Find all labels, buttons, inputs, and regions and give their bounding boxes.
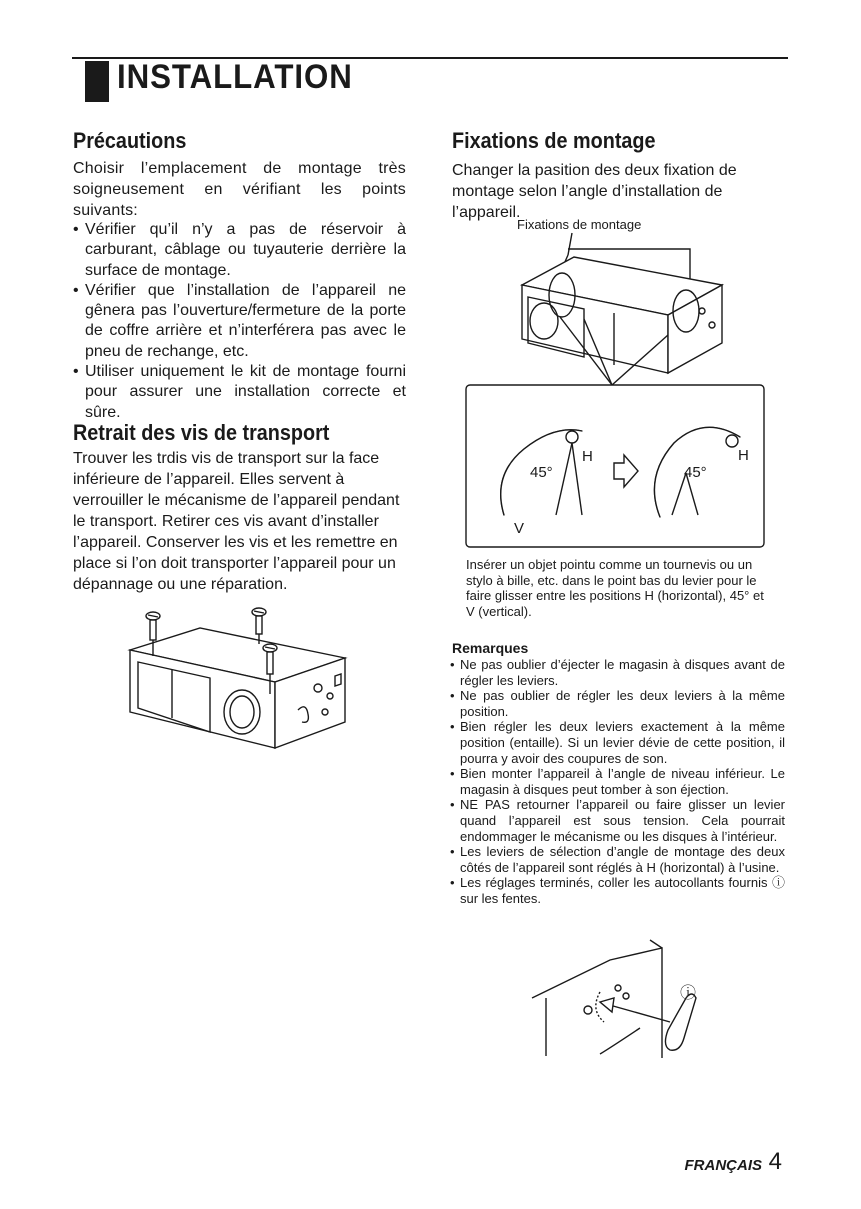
precautions-list xyxy=(73,220,406,423)
precautions-heading: Précautions xyxy=(73,128,187,153)
figure-label: Fixations de montage xyxy=(517,217,642,232)
list-item: • Ne pas oublier de régler les deux leviers à la même position. xyxy=(450,688,785,719)
label-45-left: 45° xyxy=(530,464,553,481)
mounting-brackets-diagram xyxy=(464,215,769,550)
sticker-label: ⓘ xyxy=(680,985,697,1002)
label-v-left: V xyxy=(514,520,525,537)
precautions-intro: Choisir l’emplacement de montage très soigneusement en vérifiant les points suivants: xyxy=(73,160,406,219)
list-item: • NE PAS retourner l’appareil ou faire glisser un levier quand l’appareil est sous tension. Cela pourrait endommager le mécanisme ou les disques à l’intérieur. xyxy=(450,797,785,844)
list-item: • Les leviers de sélection d’angle de montage des deux côtés de l’appareil sont réglés à H (horizontal) à l’usine. xyxy=(450,844,785,875)
header-block-marker xyxy=(85,61,109,102)
label-h-left: H xyxy=(582,448,593,465)
footer-language: FRANÇAIS xyxy=(684,1157,762,1174)
list-item: • Ne pas oublier d’éjecter le magasin à disques avant de régler les leviers. xyxy=(450,657,785,688)
page-number: 4 xyxy=(768,1148,782,1175)
remarques-heading: Remarques xyxy=(452,640,529,656)
arrow-right-icon xyxy=(614,455,638,487)
list-item: • Utiliser uniquement le kit de montage fourni pour assurer une installation correcte et sûre. xyxy=(73,362,406,423)
list-item: • Vérifier que l’installation de l’appareil ne gênera pas l’ouverture/fermeture de la porte de coffre arrière et n’interférera pas avec le pneu de rechange, etc. xyxy=(73,281,406,362)
page-title: INSTALLATION xyxy=(117,58,353,96)
list-item: • Bien régler les deux leviers exactement à la même position (entaille). Si un levier dévie de cette position, il pourra y avoir des coupures de son. xyxy=(450,719,785,766)
list-item: • Bien monter l’appareil à l’angle de niveau inférieur. Le magasin à disques peut tomber à son éjection. xyxy=(450,766,785,797)
label-h-right: H xyxy=(738,447,749,464)
list-item: • Les réglages terminés, coller les autocollants fournis ⓘ sur les fentes. xyxy=(450,875,785,906)
retrait-heading: Retrait des vis de transport xyxy=(73,420,330,445)
fixations-heading: Fixations de montage xyxy=(452,128,656,153)
device-transport-screws-illustration xyxy=(120,600,360,760)
sticker-application-illustration xyxy=(530,940,720,1060)
retrait-text: Trouver les trdis vis de transport sur la face inférieure de l’appareil. Elles servent à verrouiller le mécanisme de l’appareil pendant le transport. Retirer ces vis avant d’installer l’appareil. Conserver les vis et les remettre en place si l’on doit transporter l’appareil pour un dépannage ou une réparation. xyxy=(73,450,400,593)
label-45-right: 45° xyxy=(684,464,707,481)
fixations-intro: Changer la pasition des deux fixation de montage selon l’angle d’installation de l’appareil. xyxy=(452,162,737,221)
list-item: • Vérifier qu’il n’y a pas de réservoir à carburant, câblage ou tuyauterie derrière la surface de montage. xyxy=(73,220,406,281)
fixations-caption: Insérer un objet pointu comme un tournevis ou un stylo à bille, etc. dans le point bas du levier pour le faire glisser entre les positions H (horizontal), 45° et V (vertical). xyxy=(466,557,764,619)
remarques-list xyxy=(450,657,785,907)
